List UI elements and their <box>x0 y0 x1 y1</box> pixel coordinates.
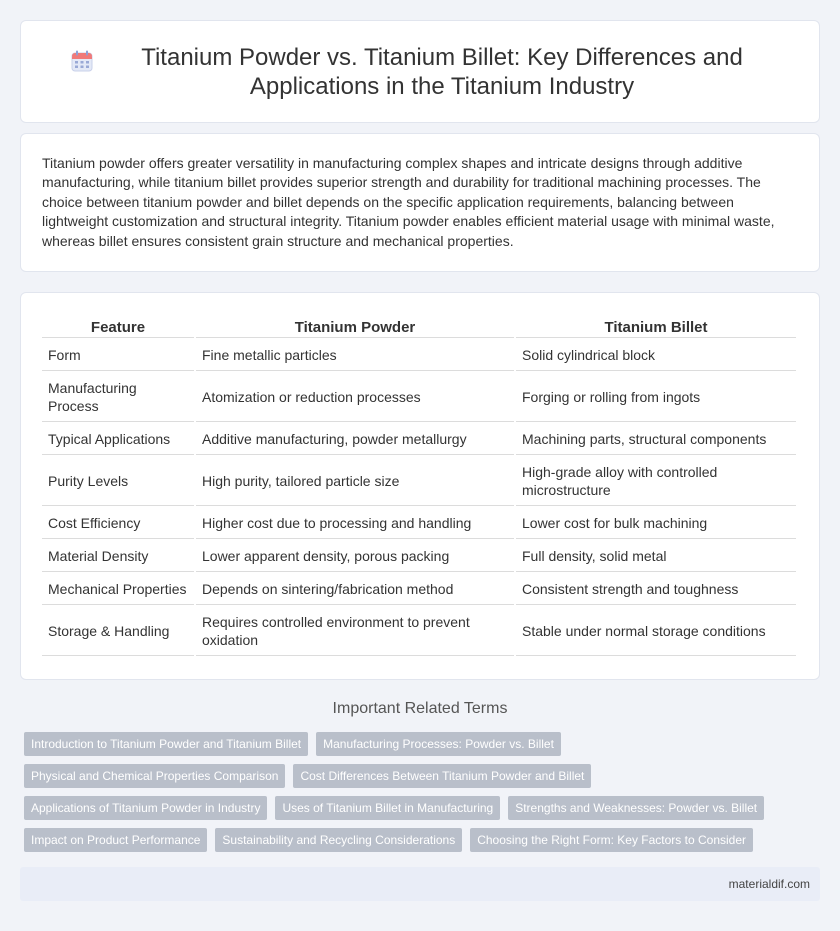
related-term-tag[interactable]: Choosing the Right Form: Key Factors to Consider <box>470 828 753 852</box>
table-row <box>42 373 796 422</box>
table-header-row <box>42 316 796 338</box>
cell-powder: Additive manufacturing, powder metallurgy <box>196 424 514 455</box>
cell-feature: Form <box>42 340 194 371</box>
cell-powder: Depends on sintering/fabrication method <box>196 574 514 605</box>
cell-billet: Forging or rolling from ingots <box>516 373 796 422</box>
related-terms-heading: Important Related Terms <box>332 700 508 717</box>
table-row <box>42 340 796 371</box>
calendar-icon <box>70 49 94 73</box>
related-term-tag[interactable]: Physical and Chemical Properties Comparison <box>24 764 285 788</box>
cell-billet: Lower cost for bulk machining <box>516 508 796 539</box>
cell-feature: Typical Applications <box>42 424 194 455</box>
cell-feature: Storage & Handling <box>42 607 194 656</box>
related-term-tag[interactable]: Cost Differences Between Titanium Powder and Billet <box>293 764 591 788</box>
related-terms-list <box>24 732 814 860</box>
cell-billet: Solid cylindrical block <box>516 340 796 371</box>
tag-row <box>24 796 814 820</box>
table-row <box>42 541 796 572</box>
title-wrap <box>70 43 770 101</box>
table-row <box>42 424 796 455</box>
cell-feature: Material Density <box>42 541 194 572</box>
comparison-table-card <box>20 292 820 680</box>
intro-paragraph: Titanium powder offers greater versatility in manufacturing complex shapes and intricate designs through additive manufacturing, while titanium billet provides superior strength and durability for traditional machining processes. The choice between titanium powder and billet depends on the specific application requirements, balancing between lightweight customization and structural integrity. Titanium powder enables efficient material usage with minimal waste, whereas billet ensures consistent grain structure and mechanical properties. <box>42 155 775 249</box>
title-card <box>20 20 820 123</box>
table-row <box>42 607 796 656</box>
cell-feature: Manufacturing Process <box>42 373 194 422</box>
tag-row <box>24 764 814 788</box>
cell-billet: High-grade alloy with controlled microstructure <box>516 457 796 506</box>
table-row <box>42 574 796 605</box>
tag-row <box>24 828 814 852</box>
cell-feature: Cost Efficiency <box>42 508 194 539</box>
related-term-tag[interactable]: Strengths and Weaknesses: Powder vs. Billet <box>508 796 764 820</box>
cell-powder: Higher cost due to processing and handling <box>196 508 514 539</box>
header-titanium-powder: Titanium Powder <box>196 316 514 338</box>
cell-powder: Fine metallic particles <box>196 340 514 371</box>
table-row <box>42 457 796 506</box>
header-titanium-billet: Titanium Billet <box>516 316 796 338</box>
intro-card <box>20 133 820 272</box>
table-row <box>42 508 796 539</box>
cell-billet: Stable under normal storage conditions <box>516 607 796 656</box>
related-term-tag[interactable]: Impact on Product Performance <box>24 828 207 852</box>
cell-billet: Full density, solid metal <box>516 541 796 572</box>
footer <box>20 867 820 901</box>
related-term-tag[interactable]: Applications of Titanium Powder in Industry <box>24 796 267 820</box>
cell-billet: Machining parts, structural components <box>516 424 796 455</box>
tag-row <box>24 732 814 756</box>
header-feature: Feature <box>42 316 194 338</box>
cell-powder: Requires controlled environment to prevent oxidation <box>196 607 514 656</box>
related-term-tag[interactable]: Uses of Titanium Billet in Manufacturing <box>275 796 500 820</box>
cell-feature: Mechanical Properties <box>42 574 194 605</box>
footer-site-link[interactable]: materialdif.com <box>728 877 810 891</box>
cell-powder: Lower apparent density, porous packing <box>196 541 514 572</box>
cell-billet: Consistent strength and toughness <box>516 574 796 605</box>
cell-powder: High purity, tailored particle size <box>196 457 514 506</box>
related-term-tag[interactable]: Manufacturing Processes: Powder vs. Billet <box>316 732 561 756</box>
comparison-table <box>40 314 798 658</box>
related-term-tag[interactable]: Sustainability and Recycling Considerations <box>215 828 462 852</box>
cell-feature: Purity Levels <box>42 457 194 506</box>
page-title: Titanium Powder vs. Titanium Billet: Key Differences and Applications in the Titanium Industry <box>141 43 743 100</box>
cell-powder: Atomization or reduction processes <box>196 373 514 422</box>
related-term-tag[interactable]: Introduction to Titanium Powder and Titanium Billet <box>24 732 308 756</box>
